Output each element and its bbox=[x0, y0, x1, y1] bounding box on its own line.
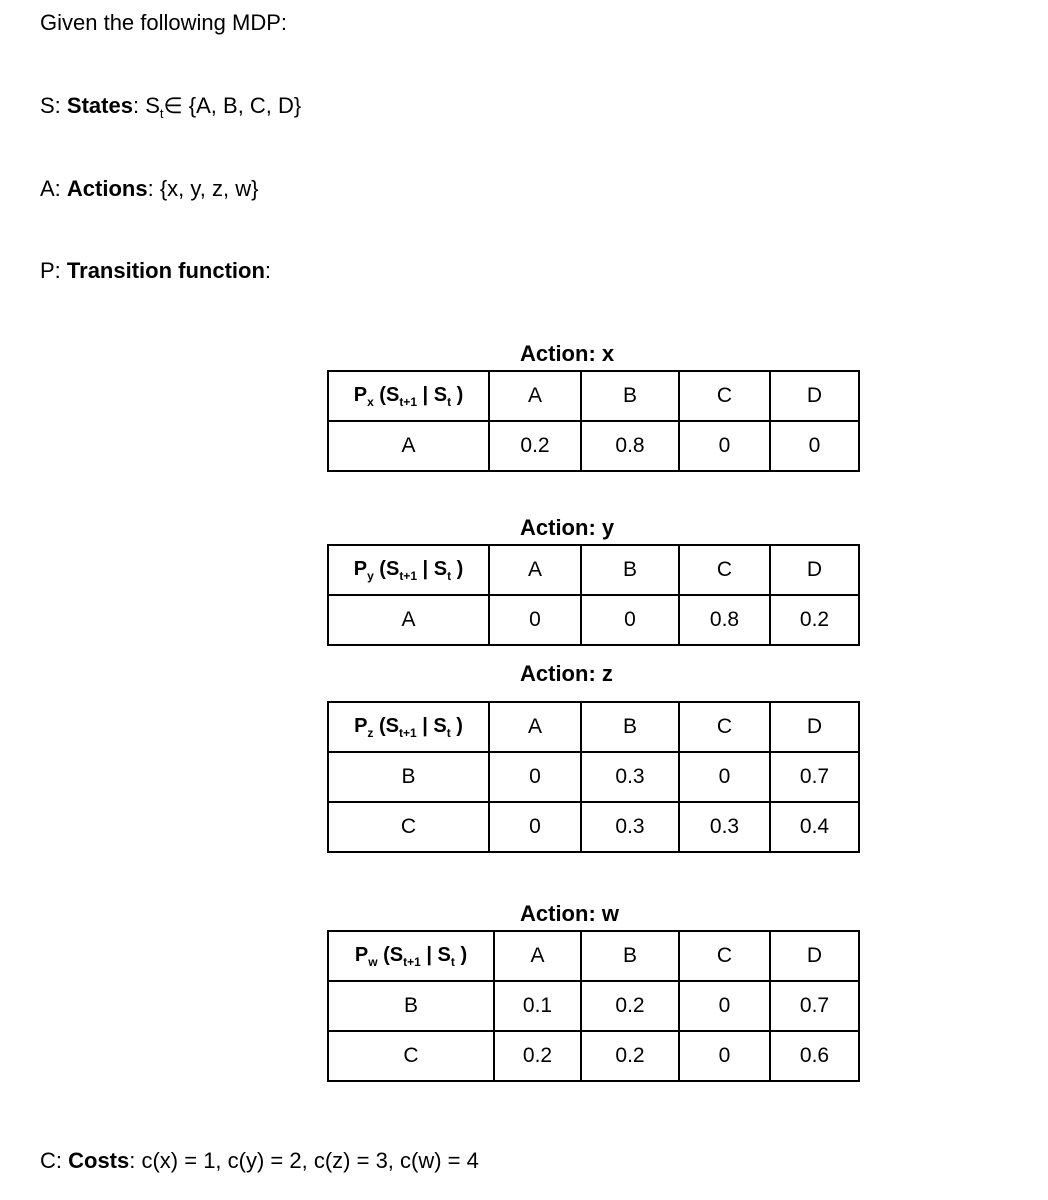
actions-label: Actions bbox=[66, 176, 148, 201]
probability-cell: 0.8 bbox=[581, 421, 679, 471]
column-header: C bbox=[679, 931, 770, 981]
row-state-cell: A bbox=[328, 421, 489, 471]
table-header-row bbox=[328, 545, 859, 595]
probability-cell: 0.2 bbox=[581, 981, 679, 1031]
probability-cell: 0.2 bbox=[489, 421, 581, 471]
probability-cell: 0 bbox=[679, 981, 770, 1031]
row-state-cell: A bbox=[328, 595, 489, 645]
transition-table-y bbox=[327, 544, 860, 646]
probability-corner-cell: $P_z$ ($S_{t+1}$ | $S_t$ ) bbox=[328, 702, 489, 752]
column-header: B bbox=[581, 931, 679, 981]
probability-cell: 0 bbox=[679, 1031, 770, 1081]
column-header: A bbox=[494, 931, 581, 981]
transition-table-x bbox=[327, 370, 860, 472]
table-header-row bbox=[328, 371, 859, 421]
action-y-label: Action: y bbox=[520, 515, 615, 540]
probability-corner-cell: $P_y$ ($S_{t+1}$ | $S_t$ ) bbox=[328, 545, 489, 595]
column-header: C bbox=[679, 545, 770, 595]
probability-corner-cell: $P_w$ ($S_{t+1}$ | $S_t$ ) bbox=[328, 931, 494, 981]
probability-cell: 0.6 bbox=[770, 1031, 859, 1081]
transition-line: P: Transition function: bbox=[40, 258, 272, 283]
column-header: A bbox=[489, 371, 581, 421]
row-state-cell: C bbox=[328, 802, 489, 852]
probability-cell: 0.1 bbox=[494, 981, 581, 1031]
probability-cell: 0.2 bbox=[494, 1031, 581, 1081]
transition-table-w bbox=[327, 930, 860, 1082]
action-z-label: Action: z bbox=[520, 661, 613, 686]
probability-cell: 0 bbox=[489, 595, 581, 645]
probability-cell: 0 bbox=[489, 752, 581, 802]
probability-cell: 0 bbox=[581, 595, 679, 645]
action-w-label: Action: w bbox=[520, 901, 619, 926]
probability-cell: 0.2 bbox=[581, 1031, 679, 1081]
transition-table-z bbox=[327, 701, 860, 853]
table-row bbox=[328, 421, 859, 471]
actions-line: A: Actions: {x, y, z, w} bbox=[40, 176, 259, 201]
column-header: D bbox=[770, 702, 859, 752]
table-row bbox=[328, 802, 859, 852]
row-state-cell: C bbox=[328, 1031, 494, 1081]
table-header-row bbox=[328, 931, 859, 981]
row-state-cell: B bbox=[328, 752, 489, 802]
column-header: A bbox=[489, 702, 581, 752]
probability-corner-cell: $P_x$ ($S_{t+1}$ | $S_t$ ) bbox=[328, 371, 489, 421]
costs-line: C: Costs: c(x) = 1, c(y) = 2, c(z) = 3, c(w) = 4 bbox=[40, 1148, 479, 1173]
probability-cell: 0.8 bbox=[679, 595, 770, 645]
row-state-cell: B bbox=[328, 981, 494, 1031]
column-header: D bbox=[770, 931, 859, 981]
column-header: C bbox=[679, 702, 770, 752]
table-row bbox=[328, 595, 859, 645]
costs-label: Costs bbox=[68, 1148, 130, 1173]
intro-text: Given the following MDP: bbox=[40, 10, 287, 35]
states-line: S: States: $S_t\in$ {A, B, C, D} bbox=[40, 93, 302, 121]
probability-cell: 0.7 bbox=[770, 752, 859, 802]
column-header: B bbox=[581, 702, 679, 752]
table-header-row bbox=[328, 702, 859, 752]
table-row bbox=[328, 981, 859, 1031]
states-label: States bbox=[66, 93, 133, 118]
action-x-label: Action: x bbox=[520, 341, 615, 366]
probability-cell: 0 bbox=[679, 421, 770, 471]
column-header: D bbox=[770, 545, 859, 595]
probability-cell: 0 bbox=[679, 752, 770, 802]
column-header: A bbox=[489, 545, 581, 595]
probability-cell: 0.7 bbox=[770, 981, 859, 1031]
column-header: B bbox=[581, 371, 679, 421]
probability-cell: 0 bbox=[770, 421, 859, 471]
probability-cell: 0.2 bbox=[770, 595, 859, 645]
table-row bbox=[328, 1031, 859, 1081]
column-header: D bbox=[770, 371, 859, 421]
probability-cell: 0.3 bbox=[679, 802, 770, 852]
probability-cell: 0.4 bbox=[770, 802, 859, 852]
probability-cell: 0.3 bbox=[581, 752, 679, 802]
probability-cell: 0.3 bbox=[581, 802, 679, 852]
column-header: C bbox=[679, 371, 770, 421]
probability-cell: 0 bbox=[489, 802, 581, 852]
table-row bbox=[328, 752, 859, 802]
column-header: B bbox=[581, 545, 679, 595]
transition-label: Transition function bbox=[66, 258, 265, 283]
